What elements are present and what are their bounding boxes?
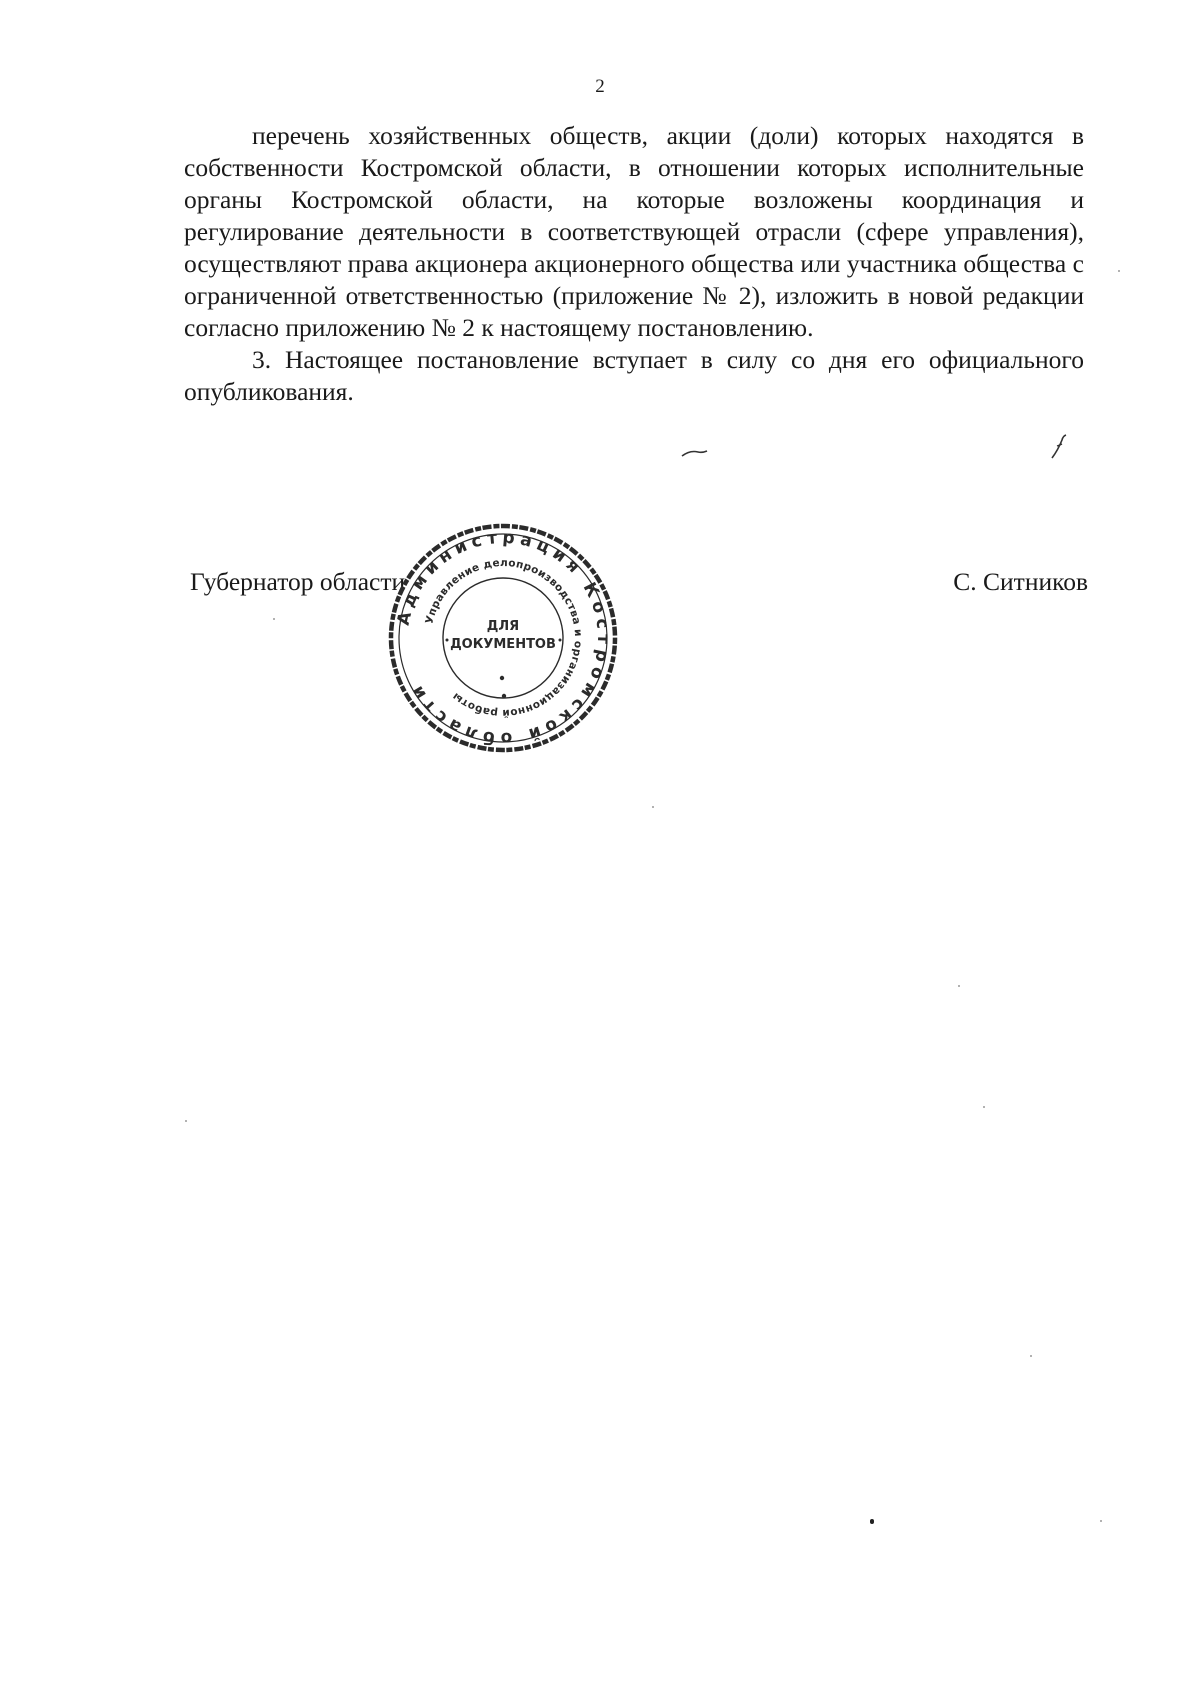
scan-speckle [1100,1520,1102,1522]
svg-text:ДОКУМЕНТОВ: ДОКУМЕНТОВ [450,637,556,652]
svg-text:Управление делопроизводства и: Управление делопроизводства и организационной работы [423,556,585,720]
scan-speckle [652,806,654,808]
scan-speckle [958,985,960,987]
document-body [184,120,1084,408]
scan-speckle [983,1106,985,1108]
page-number: 2 [595,76,605,97]
svg-text:Администрация Костромской обла: Администрация Костромской области [393,527,614,749]
scan-speck-dark [870,1519,874,1524]
handwritten-mark [1048,432,1070,462]
paragraph-item-3: 3. Настоящее постановление вступает в силу со дня его официального опубликования. [184,345,1084,406]
svg-text:ДЛЯ: ДЛЯ [486,619,520,634]
scan-speckle [1030,1355,1032,1357]
scan-speckle [273,618,275,620]
signatory-name: С. Ситников [953,567,1088,596]
scan-speckle [185,1120,187,1122]
seal-graphic [383,518,623,758]
scan-speckle [1118,270,1120,272]
paragraph-appendix-2: перечень хозяйственных обществ, акции (доли) которых находятся в собственности Костромской области, в отношении которых исполнительные органы Костромской области, на которые возложены координация и регулирование деятельности в соответствующей отрасли (сфере управления), осуществляют права акционера акционерного общества или участника общества с ограниченной ответственностью (приложение № 2), изложить в новой редакции согласно приложению № 2 к настоящему постановлению. [184,121,1084,342]
handwritten-mark [680,446,710,460]
official-seal [383,518,623,758]
signatory-title: Губернатор области [190,567,406,596]
